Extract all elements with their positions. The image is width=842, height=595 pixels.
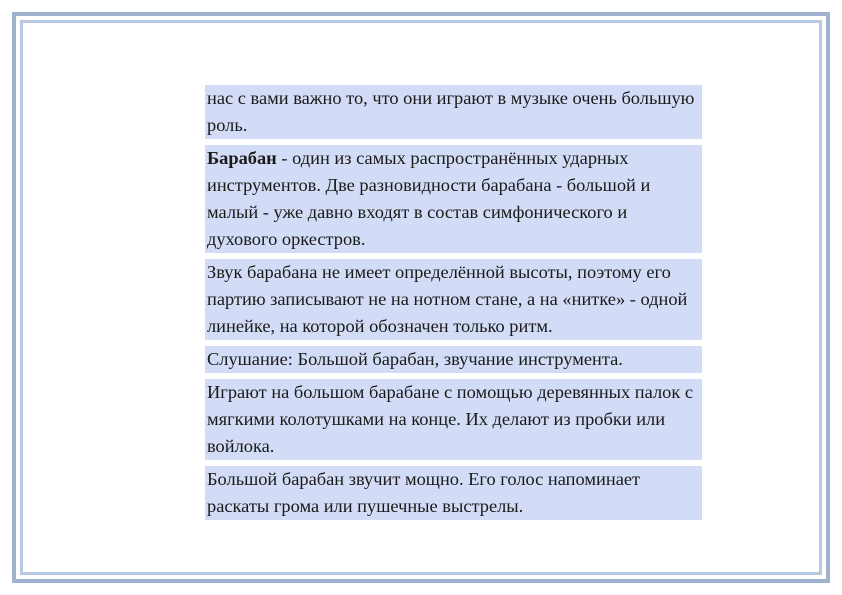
paragraph-drum-definition	[205, 145, 702, 253]
paragraph-voice	[205, 466, 702, 520]
paragraph-intro-text: нас с вами важно то, что они играют в музыке очень большую роль.	[207, 88, 695, 135]
paragraph-drum-sound	[205, 259, 702, 340]
paragraph-playing-text: Играют на большом барабане с помощью деревянных палок с мягкими колотушками на конце. Их делают из пробки или войлока.	[207, 382, 694, 456]
paragraph-listening	[205, 346, 702, 373]
term-drum: Барабан	[207, 148, 277, 168]
paragraph-drum-definition-text: - один из самых распространённых ударных инструментов. Две разновидности барабана - большой и малый - уже давно входят в состав симфонического и духового оркестров.	[207, 148, 651, 249]
paragraph-intro	[205, 85, 702, 139]
paragraph-listening-text: Слушание: Большой барабан, звучание инструмента.	[207, 349, 623, 369]
paragraph-drum-sound-text: Звук барабана не имеет определённой высоты, поэтому его партию записывают не на нотном стане, а на «нитке» - одной линейке, на которой обозначен только ритм.	[207, 262, 688, 336]
slide-text-block	[205, 85, 702, 520]
paragraph-voice-text: Большой барабан звучит мощно. Его голос напоминает раскаты грома или пушечные выстрелы.	[207, 469, 641, 516]
paragraph-playing	[205, 379, 702, 460]
